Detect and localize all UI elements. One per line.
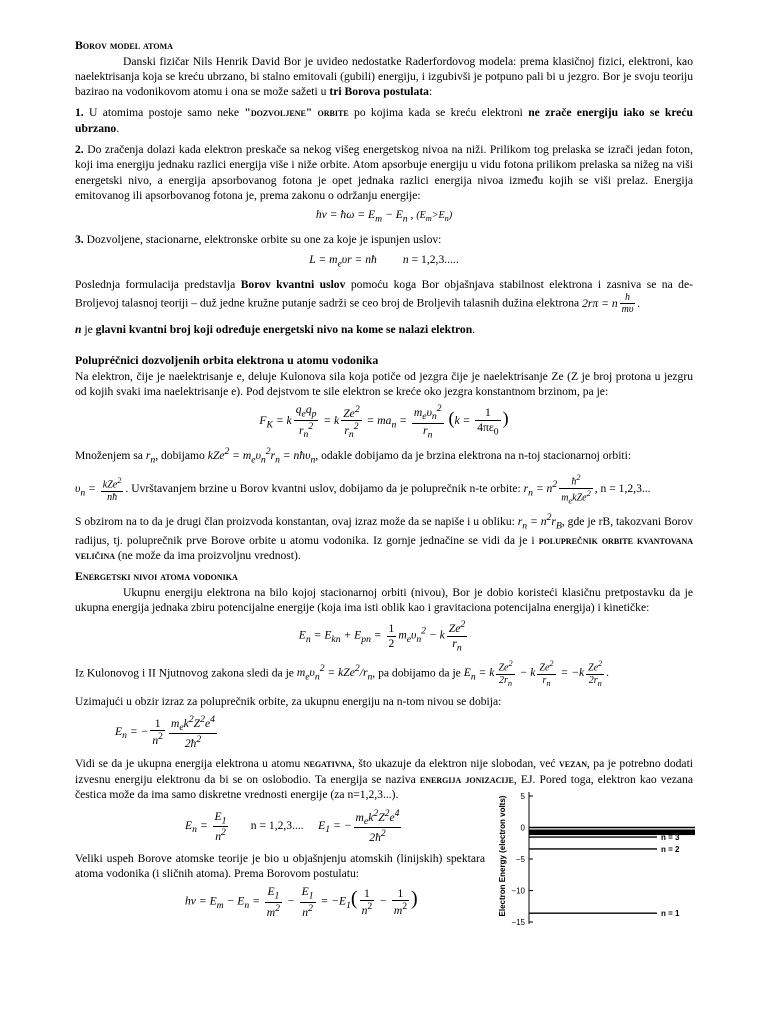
coulomb-force-equation: $F_K = k$ $\frac{q_eq_p}{r_n^2}$ = k $\frac{Ze^2}{r_n^2}$ = $ma_n$ = $\frac{m_e\upsilon_n^2}{r_n}$ (k = $\frac{1}{4\pi\varepsilon_0}$ ) — [259, 403, 509, 441]
radii-heading: Polupréčnici dozvoljenih orbita elektrona u atomu vodonika — [75, 353, 379, 368]
principal-quantum-number: n je glavni kvantni broj koji određuje energetski nivo na kome se nalazi elektron. — [75, 322, 476, 336]
radius-paragraph: $\upsilon_n$ = $\frac{kZe^2}{nħ}$ . Uvrštavanjem brzine u Borov kvantni uslov, dobijamo da je poluprečnik n-te orbite: $r_n = n^2$ $\frac{ħ^2}{m_ekZe^2}$ , n = 1,2,3... — [75, 473, 651, 506]
spectral-equation: $h\nu = E_m - E_n$ = $\frac{E_1}{m^2}$ − $\frac{E_1}{n^2}$ = $-E_1$( $\frac{1}{n^2}$ − $\frac{1}{m^2}$ ) — [185, 885, 418, 919]
y-tick-label: 5 — [520, 792, 525, 801]
coulomb-paragraph: Na elektron, čije je naelektrisanje e, deluje Kulonova sila koja potiče od jezgra čije je naelektrisanje Ze (Z je broj protona u jezgru od kojih svaki ima naelektrisanje e). Pod dejstvom te sile elektron se kreće oko jezgra konstantnom brzinom, pa je: — [75, 369, 693, 399]
postulate-3: 3. Dozvoljene, stacionarne, elektronske orbite su one za koje je ispunjen uslov: — [75, 233, 442, 247]
energy-levels-equation: $E_n$ = $\frac{E_1}{n^2}$ n = 1,2,3.... $E_1$ = − $\frac{m_ek^2Z^2e^4}{2ħ^2}$ — [185, 808, 400, 845]
bohr-radius-paragraph: S obzirom na to da je drugi član proizvoda konstantan, ovaj izraz može da se napiše i u obliku: $r_n = n^2r_B$, gde je rB, takozvani Borov radijus, tj. poluprečnik prve Borove orbite u atomu vodonika. Iz gornje jednačine se vidi da je i poluprečnik orbite kvantovana veličina (ne može da ima proizvoljnu vrednost). — [75, 511, 694, 563]
ionization-paragraph: Vidi se da je ukupna energija elektrona u atomu negativna, što ukazuje da elektron nije slobodan, već vezan, pa je potrebno dodati izvesnu energiju elektronu da bi se on oslobodio. Ta energija se naziva energija jonizacije, EJ. Pored toga, elektron kao vezana čestica može da ima samo diskretne vrednosti energije (za n=1,2,3...). — [75, 757, 694, 801]
total-energy-paragraph: Ukupnu energiju elektrona na bilo kojoj stacionarnoj orbiti (nivou), Bor je dobio koristeći klasičnu pretpostavku da je ukupna energija jednaka zbiru potencijalne energije (koja ima isti oblik kao i gravitaciona potencijalna energija) i kinetičke: — [75, 585, 693, 615]
energy-level-label: n = 2 — [661, 844, 680, 854]
section-title: Borov model atoma — [75, 38, 173, 52]
quantum-condition-equation: $L = m_e\upsilon r$ = nħ n = 1,2,3..... — [309, 252, 459, 269]
y-tick-label: −5 — [515, 855, 525, 864]
postulate-2: 2. Do zračenja dolazi kada elektron preskače sa nekog višeg energetskog nivoa na niži. Prilikom tog prelaska se izrači jedan foton, koji ima energiju jednaku razlici energija više i niže orbite. Atom apsorbuje energiju u vidu fotona prilikom prelaska sa nižeg na viši energetski nivo, a energija apsorbovanog fotona je opet jednaka razlici energija nivoa između kojih se viši prelaz. Energija emitovanog ili apsorbovanog fotona je, prema zakonu o održanju energije: — [75, 143, 693, 202]
spectra-paragraph: Veliki uspeh Borove atomske teorije je bio u objašnjenju atomskih (linijskih) spektara atoma vodonika (i sličnih atoma). Prema Borovom postulatu: — [75, 851, 485, 880]
y-axis-label: Electron Energy (electron volts) — [498, 795, 507, 917]
energy-level-chart — [497, 788, 697, 928]
energy-level-label: n = 3 — [661, 833, 680, 843]
energy-levels-heading: Energetski nivoi atoma vodonika — [75, 569, 238, 584]
y-tick-label: −10 — [511, 886, 525, 896]
total-energy-equation: $E_n = E_{kn} + E_{pn}$ = $\frac{1}{2}$ $m_e\upsilon_n^2 - k$ $\frac{Ze^2}{r_n}$ — [298, 619, 466, 653]
y-tick-label: 0 — [520, 823, 525, 833]
energy-n-equation: $E_n$ = − $\frac{1}{n^2}$ $\frac{m_ek^2Z^2e^4}{2ħ^2}$ — [115, 713, 215, 750]
postulate-1: 1. U atomima postoje samo neke "dozvoljene" orbite po kojima kada se kreću elektroni ne zrače energiju iako se kreću ubrzano. — [75, 106, 694, 135]
energy-n-paragraph: Uzimajući u obzir izraz za poluprečnik orbite, za ukupnu energiju na n-tom nivou se dobija: — [75, 695, 502, 709]
y-tick-label: −15 — [511, 918, 525, 927]
intro-paragraph: Danski fizičar Nils Henrik David Bor je uvideo nedostatke Raderfordovog modela: prema klasičnoj fizici, elektroni, kao naelektrisanja koja se kreću ubrzano, bi stalno emitovali (gubili) energiju, i izgubivši je potpuno pali bi u jezgro. Bor je svoju teoriju bazirao na vodonikovom atomu i ona se može sažeti u tri Borova postulata: — [75, 54, 693, 99]
photon-energy-equation: hν = ħω = $E_m - E_n$ , $(E_m>E_n)$ — [315, 208, 453, 225]
newton-paragraph: Iz Kulonovog i II Njutnovog zakona sledi da je $m_e\upsilon_n^2 = kZe^2/r_n$, pa dobijamo da je $E_n = k$ $\frac{Ze^2}{2r_n}$ − k $\frac{Ze^2}{r_n}$ = −k $\frac{Ze^2}{2r_n}$ . — [75, 659, 610, 688]
de-broglie-paragraph: Poslednja formulacija predstavlja Borov kvantni uslov pomoću koga Bor objašnjava stabilnost elektrona i zasniva se na de-Broljevoj talasnoj teoriji – duž jedne kružne putanje sadrži se ceo broj de Broljevih talasnih dužina elektrona 2rπ = n $\frac{h}{m\upsilon}$ . — [75, 277, 693, 316]
energy-level-label: n = 1 — [661, 909, 680, 919]
velocity-paragraph: Množenjem sa $r_n$, dobijamo $kZe^2 = m_e\upsilon_n^2r_n$ = nħυ$_n$, odakle dobijamo da je brzina elektrona na n-toj stacionarnoj orbiti: — [75, 446, 632, 466]
